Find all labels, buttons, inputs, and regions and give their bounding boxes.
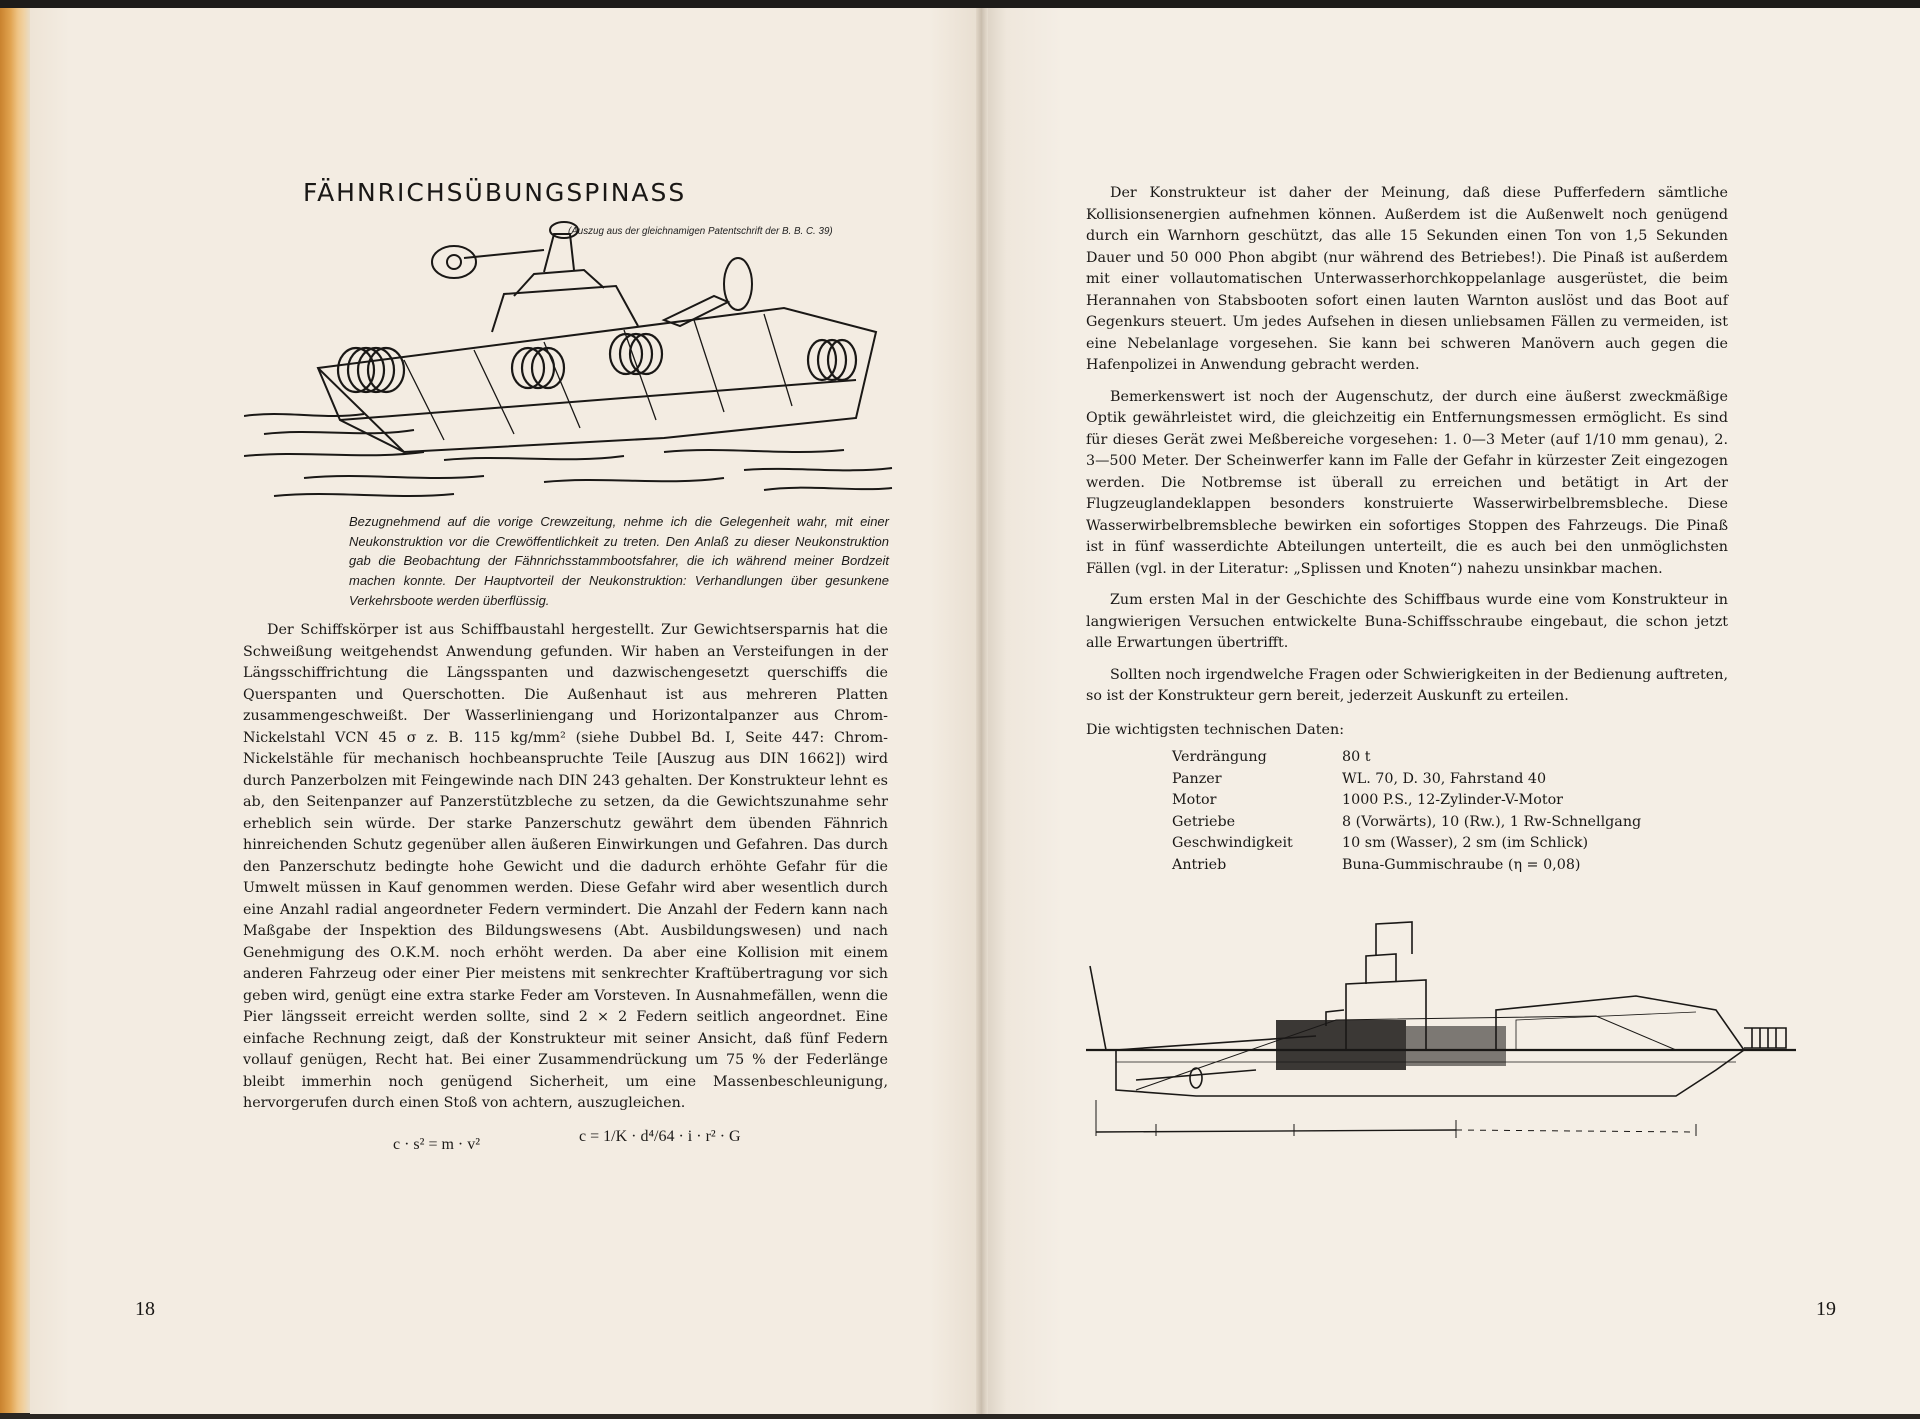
top-edge <box>0 0 1920 8</box>
boat-cross-section-diagram <box>1076 900 1806 1180</box>
body-paragraph: Bemerkenswert ist noch der Augenschutz, der durch eine äußerst zweckmäßige Optik gewährleistet wird, die gleichzeitig ein Entfernungsmessen ermöglicht. Es sind für dieses Gerät zwei Meßbereiche vorgesehen: 1. 0—3 Meter (auf 1/10 mm genau), 2. 3—500 Meter. Der Scheinwerfer kann im Falle der Gefahr in kürzester Zeit eingezogen werden. Die Notbremse ist überall zu erreichen und betätigt in Art der Flugzeuglandeklappen besonders konstruierte Wasserwirbelbremsbleche. Diese Wasserwirbelbremsbleche bewirken ein sofortiges Stoppen des Fahrzeugs. Die Pinaß ist in fünf wasserdichte Abteilungen unterteilt, die es auch bei den unmöglichsten Fällen (vgl. in der Literatur: „Splissen und Knoten“) nahezu unsinkbar machen. <box>1086 388 1728 577</box>
intro-paragraph: Bezugnehmend auf die vorige Crewzeitung, nehme ich die Gelegenheit wahr, mit einer Neukonstruktion vor die Crewöffentlichkeit zu treten. Den Anlaß zu dieser Neukonstruktion gab die Beobachtung der Fähnrichsstammbootsfahrer, die ich während meiner Bordzeit machen konnte. Der Hauptvorteil der Neukonstruktion: Verhandlungen über gesunkene Verkehrsboote werden überflüssig. <box>349 514 889 608</box>
left-body-text <box>243 620 888 1125</box>
spec-key: Panzer <box>1172 770 1222 787</box>
spec-row <box>1172 855 1732 877</box>
spec-value: 1000 P.S., 12-Zylinder-V-Motor <box>1342 792 1564 808</box>
spec-value: 8 (Vorwärts), 10 (Rw.), 1 Rw-Schnellgang <box>1342 813 1642 830</box>
page-stack-edge <box>0 8 30 1413</box>
right-body-text <box>1086 183 1728 718</box>
patent-caption: (Auszug aus der gleichnamigen Patentschrift der B. B. C. 39) <box>568 226 833 237</box>
spec-row <box>1172 812 1732 834</box>
spec-row <box>1172 833 1732 855</box>
spec-value: WL. 70, D. 30, Fahrstand 40 <box>1342 770 1547 787</box>
spec-key: Motor <box>1172 792 1217 808</box>
body-paragraph: Sollten noch irgendwelche Fragen oder Schwierigkeiten in der Bedienung auftreten, so ist der Konstrukteur gern bereit, jederzeit Auskunft zu erteilen. <box>1086 666 1728 704</box>
spec-row <box>1172 790 1732 812</box>
page-number-right: 19 <box>1816 1298 1836 1320</box>
page-number-left: 18 <box>135 1298 155 1320</box>
spec-row <box>1172 769 1732 791</box>
spec-value: Buna-Gummischraube (η = 0,08) <box>1342 856 1581 873</box>
boat-cartoon-illustration <box>244 220 894 500</box>
spec-key: Verdrängung <box>1172 749 1267 765</box>
spec-row <box>1172 747 1732 769</box>
page-title: FÄHNRICHSÜBUNGSPINASS <box>303 178 687 207</box>
spec-value: 80 t <box>1342 749 1371 765</box>
tech-data-heading: Die wichtigsten technischen Daten: <box>1086 722 1345 738</box>
body-paragraph: Der Konstrukteur ist daher der Meinung, daß diese Pufferfedern sämtliche Kollisionsenergien aufnehmen können. Außerdem ist die Außenwelt noch genügend durch ein Warnhorn geschützt, das alle 15 Sekunden einen Ton von 1,5 Sekunden Dauer und 50 000 Phon abgibt (nur während des Betriebes!). Die Pinaß ist außerdem mit einer vollautomatischen Unterwasserhorchkoppelanlage ausgerüstet, die beim Herannahen von Stabsbooten sofort einen lauten Warnton auslöst und das Boot auf Gegenkurs steuert. Um jedes Aufsehen in diesen unliebsamen Fällen zu vermeiden, ist eine Nebelanlage vorgesehen. Sie kann bei schweren Manövern auch gegen die Hafenpolizei in Anwendung gebracht werden. <box>1086 185 1728 373</box>
spec-key: Geschwindigkeit <box>1172 835 1293 851</box>
body-paragraph: Zum ersten Mal in der Geschichte des Schiffbaus wurde eine vom Konstrukteur in langwierigen Versuchen entwickelte Buna-Schiffsschraube eingebaut, die schon jetzt alle Erwartungen übertrifft. <box>1086 592 1728 651</box>
tech-data-table <box>1172 747 1732 876</box>
formula-energy: c · s² = m · v² <box>393 1136 481 1153</box>
spec-key: Getriebe <box>1172 813 1236 830</box>
spec-key: Antrieb <box>1172 856 1227 873</box>
spec-value: 10 sm (Wasser), 2 sm (im Schlick) <box>1342 835 1589 851</box>
formula-spring-constant: c = 1/K · d⁴/64 · i · r² · G <box>579 1128 741 1145</box>
formula-block <box>393 1128 753 1168</box>
book-gutter <box>976 8 988 1414</box>
body-paragraph: Der Schiffskörper ist aus Schiffbaustahl hergestellt. Zur Gewichtsersparnis hat die Schweißung weitgehendst Anwendung gefunden. Wir haben an Versteifungen in der Längsschiffrichtung die Längsspanten und dazwischengesetzt querschiffs die Querspanten und Querschotten. Die Außenhaut ist aus mehreren Platten zusammengeschweißt. Der Wasserliniengang und Horizontalpanzer aus Chrom-Nickelstahl VCN 45 σ z. B. 115 kg/mm² (siehe Dubbel Bd. I, Seite 447: Chrom-Nickelstähle für mechanisch hochbeanspruchte Teile [Auszug aus DIN 1662]) wird durch Panzerbolzen mit Feingewinde nach DIN 243 gehalten. Der Konstrukteur lehnt es ab, den Seitenpanzer auf Panzerstützbleche zu setzen, da die Gewichtszunahme sehr erheblich sein würde. Der starke Panzerschutz gewährt dem übenden Fähnrich hinreichenden Schutz gegenüber allen äußeren Einwirkungen und Gefahren. Das durch den Panzerschutz bedingte hohe Gewicht und die dadurch erhöhte Gefahr für die Umwelt müssen in Kauf genommen werden. Diese Gefahr wird aber wesentlich durch eine Anzahl radial angeordneter Federn vermindert. Die Anzahl der Federn kann nach Maßgabe der Inspektion des Bildungswesens (Abt. Ausbildungswesen) und nach Genehmigung des O.K.M. noch erhöht werden. Da aber eine Kollision mit einem anderen Fahrzeug oder einer Pier meistens mit senkrechter Kraftübertragung vor sich geben wird, genügt eine extra starke Feder am Vorsteven. In Ausnahmefällen, wenn die Pier längsseit erreicht werden sollte, sind 2 × 2 Federn seitlich angeordnet. Eine einfache Rechnung zeigt, daß der Konstrukteur mit seiner Ansicht, daß fünf Federn vollauf genügen, Recht hat. Bei einer Zusammendrückung um 75 % der Federlänge bleibt immerhin noch genügend Sicherheit, um eine Massenbeschleunigung, hervorgerufen durch einen Stoß von achtern, auszugleichen. <box>243 622 888 1111</box>
